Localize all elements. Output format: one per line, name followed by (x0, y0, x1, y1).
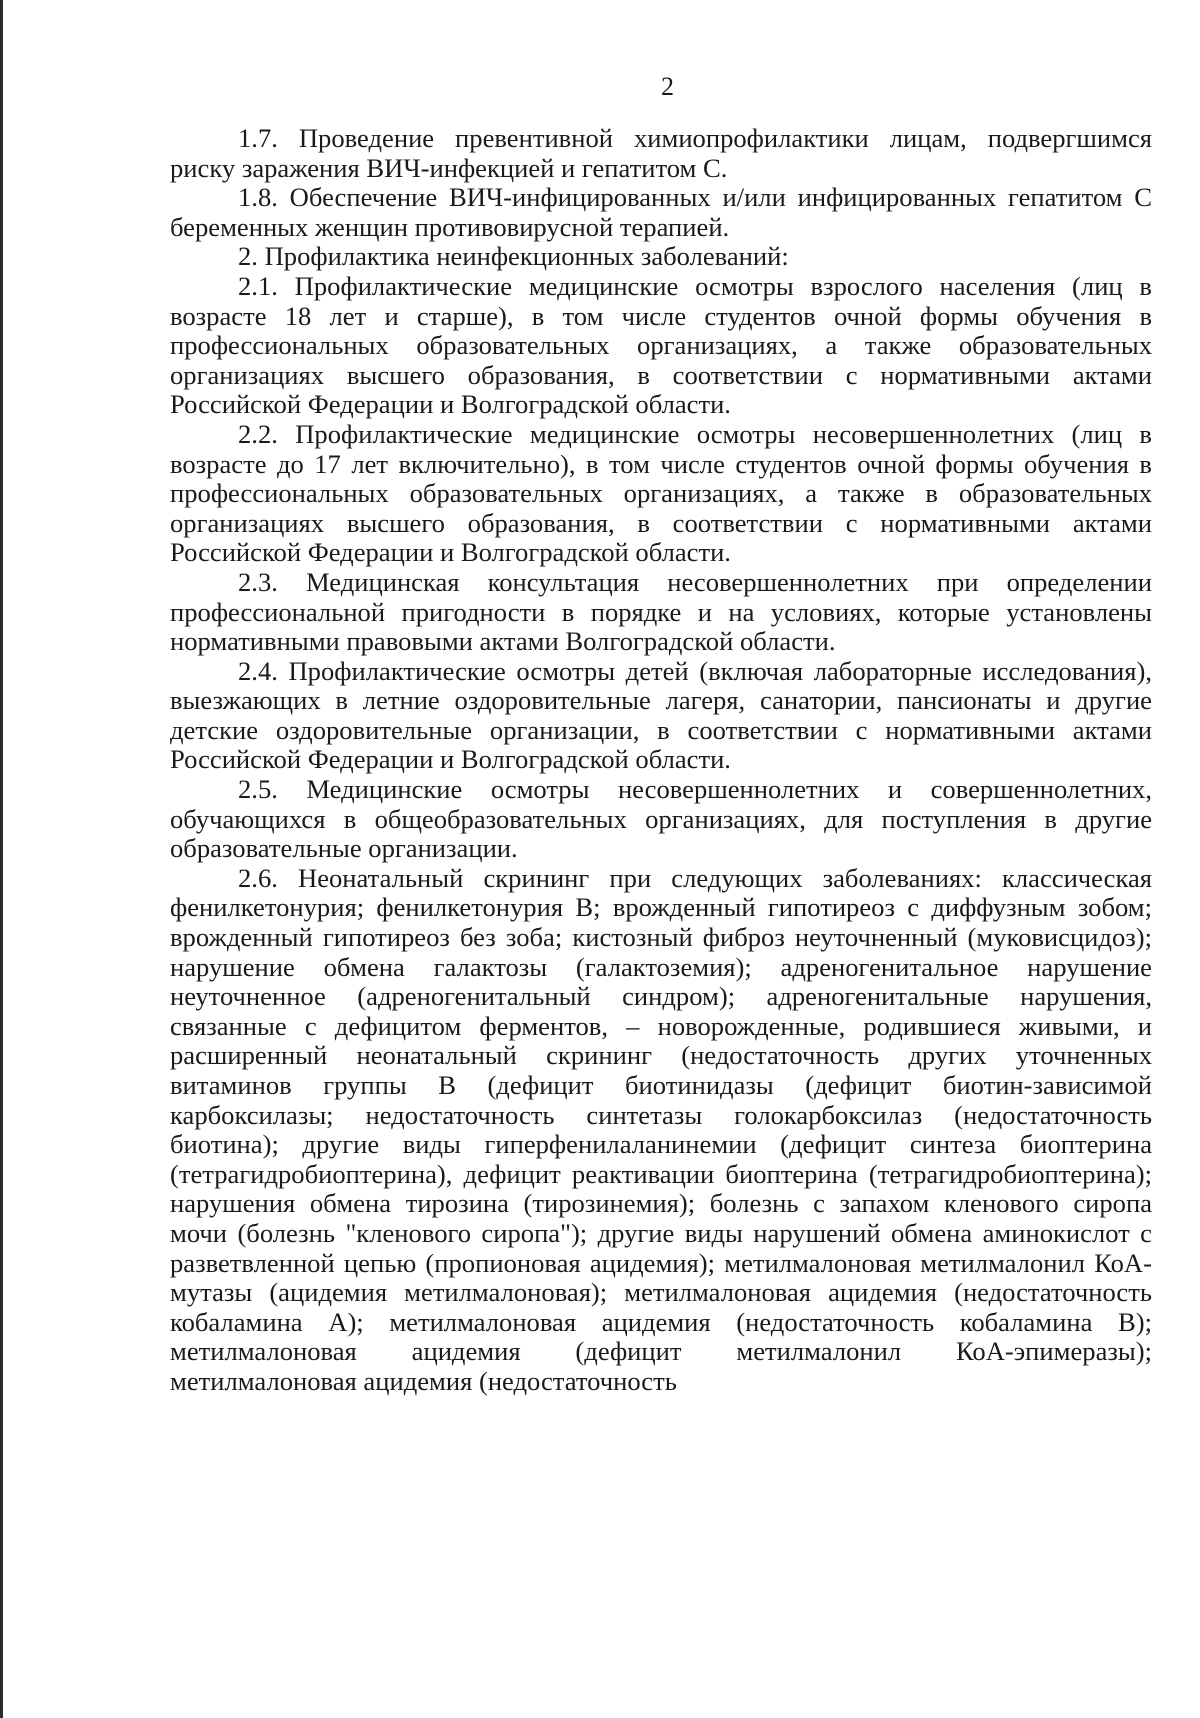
paragraph-1-7: 1.7. Проведение превентивной химиопрофилактики лицам, подвергшимся риску заражения ВИЧ-инфекцией и гепатитом С. (170, 123, 1152, 183)
paragraph-2-5: 2.5. Медицинские осмотры несовершеннолетних и совершеннолетних, обучающихся в общеобразовательных организациях, для поступления в другие образовательные организации. (170, 774, 1152, 864)
paragraph-2-6: 2.6. Неонатальный скрининг при следующих заболеваниях: классическая фенилкетонурия; фенилкетонурия В; врожденный гипотиреоз с диффузным зобом; врожденный гипотиреоз без зоба; кистозный фиброз неуточненный (муковисцидоз); нарушение обмена галактозы (галактоземия); адреногенитальное нарушение неуточненное (адреногенитальный синдром); адреногенитальные нарушения, связанные с дефицитом ферментов, – новорожденные, родившиеся живыми, и расширенный неонатальный скрининг (недостаточность других уточненных витаминов группы В (дефицит биотинидазы (дефицит биотин-зависимой карбоксилазы; недостаточность синтетазы голокарбоксилаз (недостаточность биотина); другие виды гиперфенилаланинемии (дефицит синтеза биоптерина (тетрагидробиоптерина), дефицит реактивации биоптерина (тетрагидробиоптерина); нарушения обмена тирозина (тирозинемия); болезнь с запахом кленового сиропа мочи (болезнь "кленового сиропа"); другие виды нарушений обмена аминокислот с разветвленной цепью (пропионовая ацидемия); метилмалоновая метилмалонил КоА-мутазы (ацидемия метилмалоновая); метилмалоновая ацидемия (недостаточность кобаламина А); метилмалоновая ацидемия (недостаточность кобаламина В); метилмалоновая ацидемия (дефицит метилмалонил КоА-эпимеразы); метилмалоновая ацидемия (недостаточность (170, 862, 1152, 1396)
paragraph-2-1: 2.1. Профилактические медицинские осмотры взрослого населения (лиц в возрасте 18 лет и старше), в том числе студентов очной формы обучения в профессиональных образовательных организациях, а также образовательных организациях высшего образования, в соответствии с нормативными актами Российской Федерации и Волгоградской области. (170, 270, 1152, 420)
page-number: 2 (661, 72, 674, 101)
paragraph-2-4: 2.4. Профилактические осмотры детей (включая лабораторные исследования), выезжающих в летние оздоровительные лагеря, санатории, пансионаты и другие детские оздоровительные организации, в соответствии с нормативными актами Российской Федерации и Волгоградской области. (170, 655, 1152, 775)
paragraph-2-3: 2.3. Медицинская консультация несовершеннолетних при определении профессиональной пригодности в порядке и на условиях, которые установлены нормативными правовыми актами Волгоградской области. (170, 566, 1152, 657)
document-body (170, 124, 1152, 1397)
paragraph-2-heading: 2. Профилактика неинфекционных заболеваний: (238, 241, 789, 272)
paragraph-2-2: 2.2. Профилактические медицинские осмотры несовершеннолетних (лиц в возрасте до 17 лет включительно), в том числе студентов очной формы обучения в профессиональных образовательных организациях, а также в образовательных организациях высшего образования, в соответствии с нормативными актами Российской Федерации и Волгоградской области. (170, 418, 1152, 568)
paragraph-1-8: 1.8. Обеспечение ВИЧ-инфицированных и/или инфицированных гепатитом С беременных женщин противовирусной терапией. (170, 182, 1152, 242)
scan-edge-shadow (0, 0, 3, 1718)
